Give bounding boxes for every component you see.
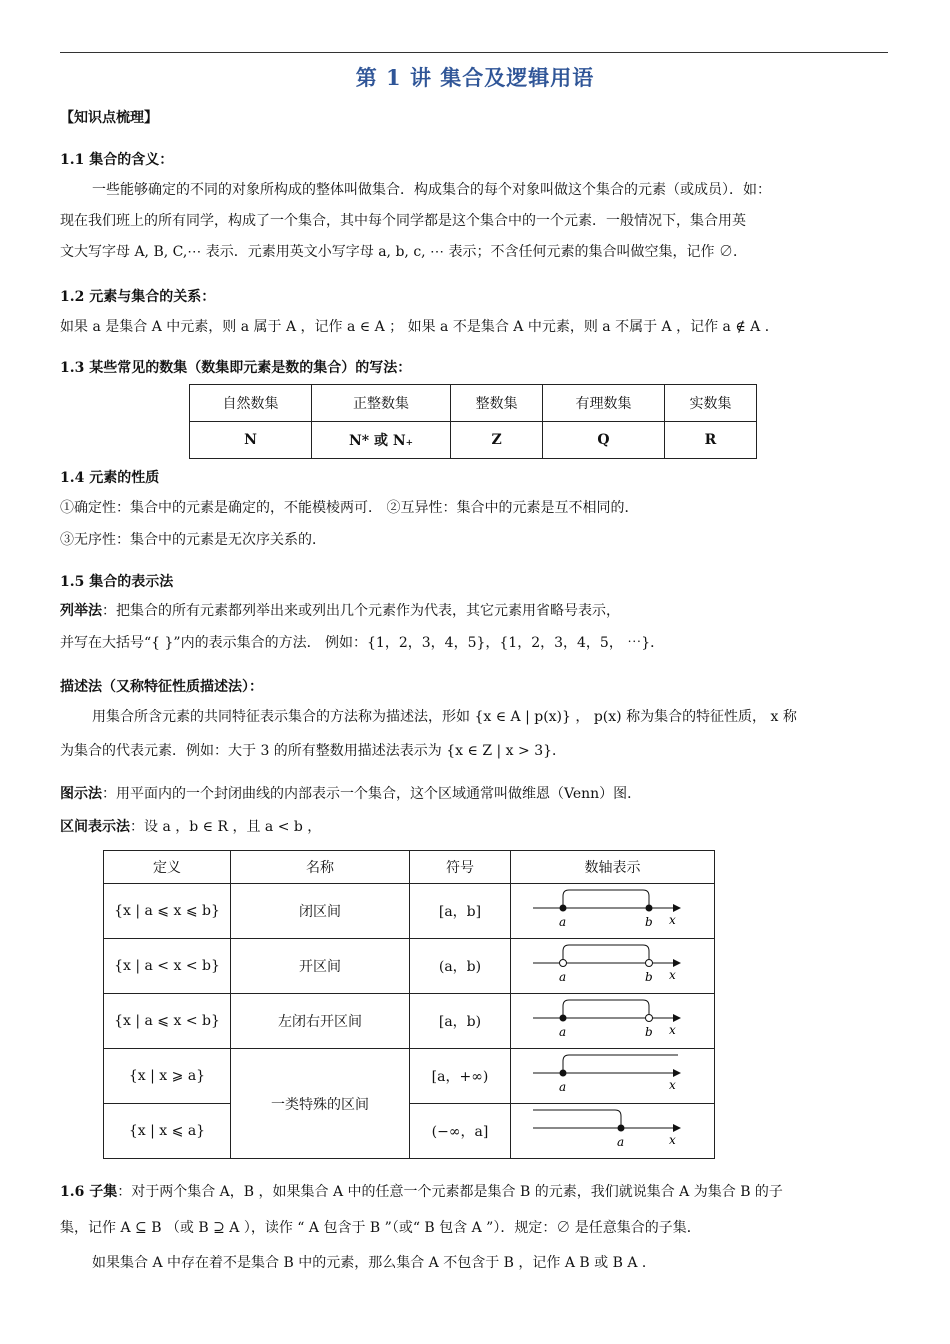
it-header: 定义	[104, 851, 231, 884]
desc-method-heading: 描述法（又称特征性质描述法）：	[60, 679, 263, 695]
it-name: 一类特殊的区间	[231, 1049, 410, 1159]
page-title: 第 1 讲 集合及逻辑用语	[355, 65, 595, 90]
s1-2-heading: 1.2 元素与集合的关系：	[60, 289, 216, 305]
it-symbol: [a，b]	[410, 884, 511, 939]
ns-symbol: Q	[543, 422, 665, 459]
it-symbol: (−∞，a]	[410, 1104, 511, 1159]
list-method-text: ：把集合的所有元素都列举出来或列出几个元素作为代表，其它元素用省略号表示，	[102, 603, 620, 619]
s1-5-heading: 1.5 集合的表示法	[60, 574, 174, 590]
it-header: 名称	[231, 851, 410, 884]
interval-label: 区间表示法	[60, 819, 130, 835]
it-def: {x | a ⩽ x ⩽ b}	[104, 884, 231, 939]
s1-6-line2: 集，记作 A ⊆ B （或 B ⊇ A ），读作 “ A 包含于 B ”（或“ B 包含 A ”）．规定：∅ 是任意集合的子集．	[60, 1220, 701, 1236]
axis-label-b: b	[644, 970, 653, 984]
axis-label-a: a	[558, 1025, 566, 1039]
s1-1-line2: 现在我们班上的所有同学，构成了一个集合，其中每个同学都是这个集合中的一个元素．一般情况下，集合用英	[60, 213, 746, 229]
number-line-svg	[523, 994, 703, 1044]
it-name: 开区间	[231, 939, 410, 994]
axis-label-a: a	[558, 970, 566, 984]
it-def: {x | x ⩽ a}	[104, 1104, 231, 1159]
ns-symbol: N	[190, 422, 312, 459]
desc-method-line2: 为集合的代表元素．例如：大于 3 的所有整数用描述法表示为 {x ∈ Z | x > 3}．	[60, 743, 567, 759]
list-method-line2: 并写在大括号“{ }”内的表示集合的方法． 例如：{1，2，3，4，5}，{1，2，3，4，5， ⋯}．	[60, 635, 665, 651]
desc-method-line1: 用集合所含元素的共同特征表示集合的方法称为描述法，形如 {x ∈ A | p(x)} ， p(x) 称为集合的特征性质， x 称	[92, 709, 797, 725]
ns-header: 自然数集	[190, 385, 312, 422]
s1-6-line3: 如果集合 A 中存在着不是集合 B 中的元素，那么集合 A 不包含于 B ，记作 A B 或 B A ．	[92, 1255, 656, 1271]
axis-label-x: x	[668, 1023, 676, 1037]
venn-label: 图示法	[60, 786, 102, 802]
axis-label-a: a	[558, 1080, 566, 1094]
axis-label-x: x	[668, 968, 676, 982]
s1-4-line2: ③无序性：集合中的元素是无次序关系的．	[60, 532, 326, 548]
axis-label-b: b	[644, 1025, 653, 1039]
s1-6-line1: ：对于两个集合 A，B ，如果集合 A 中的任意一个元素都是集合 B 的元素，我们就说集合 A 为集合 B 的子	[117, 1184, 783, 1200]
ns-symbol: Z	[451, 422, 543, 459]
s1-6-heading: 1.6 子集	[60, 1184, 118, 1200]
it-symbol: (a，b)	[410, 939, 511, 994]
s1-4-line1: ①确定性：集合中的元素是确定的，不能模棱两可． ②互异性：集合中的元素是互不相同的．	[60, 500, 639, 516]
ns-header: 整数集	[451, 385, 543, 422]
it-header: 符号	[410, 851, 511, 884]
number-sets-table	[189, 384, 757, 459]
axis-label-x: x	[668, 913, 676, 927]
ns-header: 有理数集	[543, 385, 665, 422]
s1-2-line1: 如果 a 是集合 A 中元素，则 a 属于 A ，记作 a ∈ A ； 如果 a 不是集合 A 中元素，则 a 不属于 A ，记作 a ∉ A ．	[60, 319, 779, 335]
venn-text: ：用平面内的一个封闭曲线的内部表示一个集合，这个区域通常叫做维恩（Venn）图．	[102, 786, 642, 802]
s1-3-heading: 1.3 某些常见的数集（数集即元素是数的集合）的写法：	[60, 360, 412, 376]
it-def: {x | a ⩽ x < b}	[104, 994, 231, 1049]
ns-header: 正整数集	[311, 385, 450, 422]
it-symbol: [a，+∞)	[410, 1049, 511, 1104]
number-line-right-ray	[511, 1049, 715, 1104]
section-header: 【知识点梳理】	[60, 110, 158, 126]
number-line-svg	[523, 1104, 703, 1154]
ns-symbol: R	[664, 422, 756, 459]
axis-label-x: x	[668, 1133, 676, 1147]
interval-table	[103, 850, 715, 1159]
interval-text: ：设 a ，b ∈ R ，且 a < b ，	[130, 819, 322, 835]
list-method-label: 列举法	[60, 603, 102, 619]
number-line-closed	[511, 884, 715, 939]
axis-label-x: x	[668, 1078, 676, 1092]
number-line-left-ray	[511, 1104, 715, 1159]
number-line-half-open	[511, 994, 715, 1049]
header-rule	[60, 52, 888, 53]
axis-label-a: a	[558, 915, 566, 929]
it-def: {x | x ⩾ a}	[104, 1049, 231, 1104]
it-name: 左闭右开区间	[231, 994, 410, 1049]
number-line-svg	[523, 884, 703, 934]
s1-1-line3: 文大写字母 A, B, C,⋯ 表示．元素用英文小写字母 a, b, c, ⋯ 表示；不含任何元素的集合叫做空集，记作 ∅．	[60, 244, 747, 260]
number-line-svg	[523, 1049, 703, 1099]
s1-4-heading: 1.4 元素的性质	[60, 470, 160, 486]
axis-label-a: a	[616, 1135, 624, 1149]
ns-header: 实数集	[664, 385, 756, 422]
s1-1-heading: 1.1 集合的含义：	[60, 152, 174, 168]
s1-1-line1: 一些能够确定的不同的对象所构成的整体叫做集合．构成集合的每个对象叫做这个集合的元素（或成员）．如：	[92, 182, 771, 198]
it-name: 闭区间	[231, 884, 410, 939]
it-header: 数轴表示	[511, 851, 715, 884]
axis-label-b: b	[644, 915, 653, 929]
number-line-open	[511, 939, 715, 994]
it-symbol: [a，b)	[410, 994, 511, 1049]
ns-symbol: N* 或 N₊	[311, 422, 450, 459]
it-def: {x | a < x < b}	[104, 939, 231, 994]
number-line-svg	[523, 939, 703, 989]
